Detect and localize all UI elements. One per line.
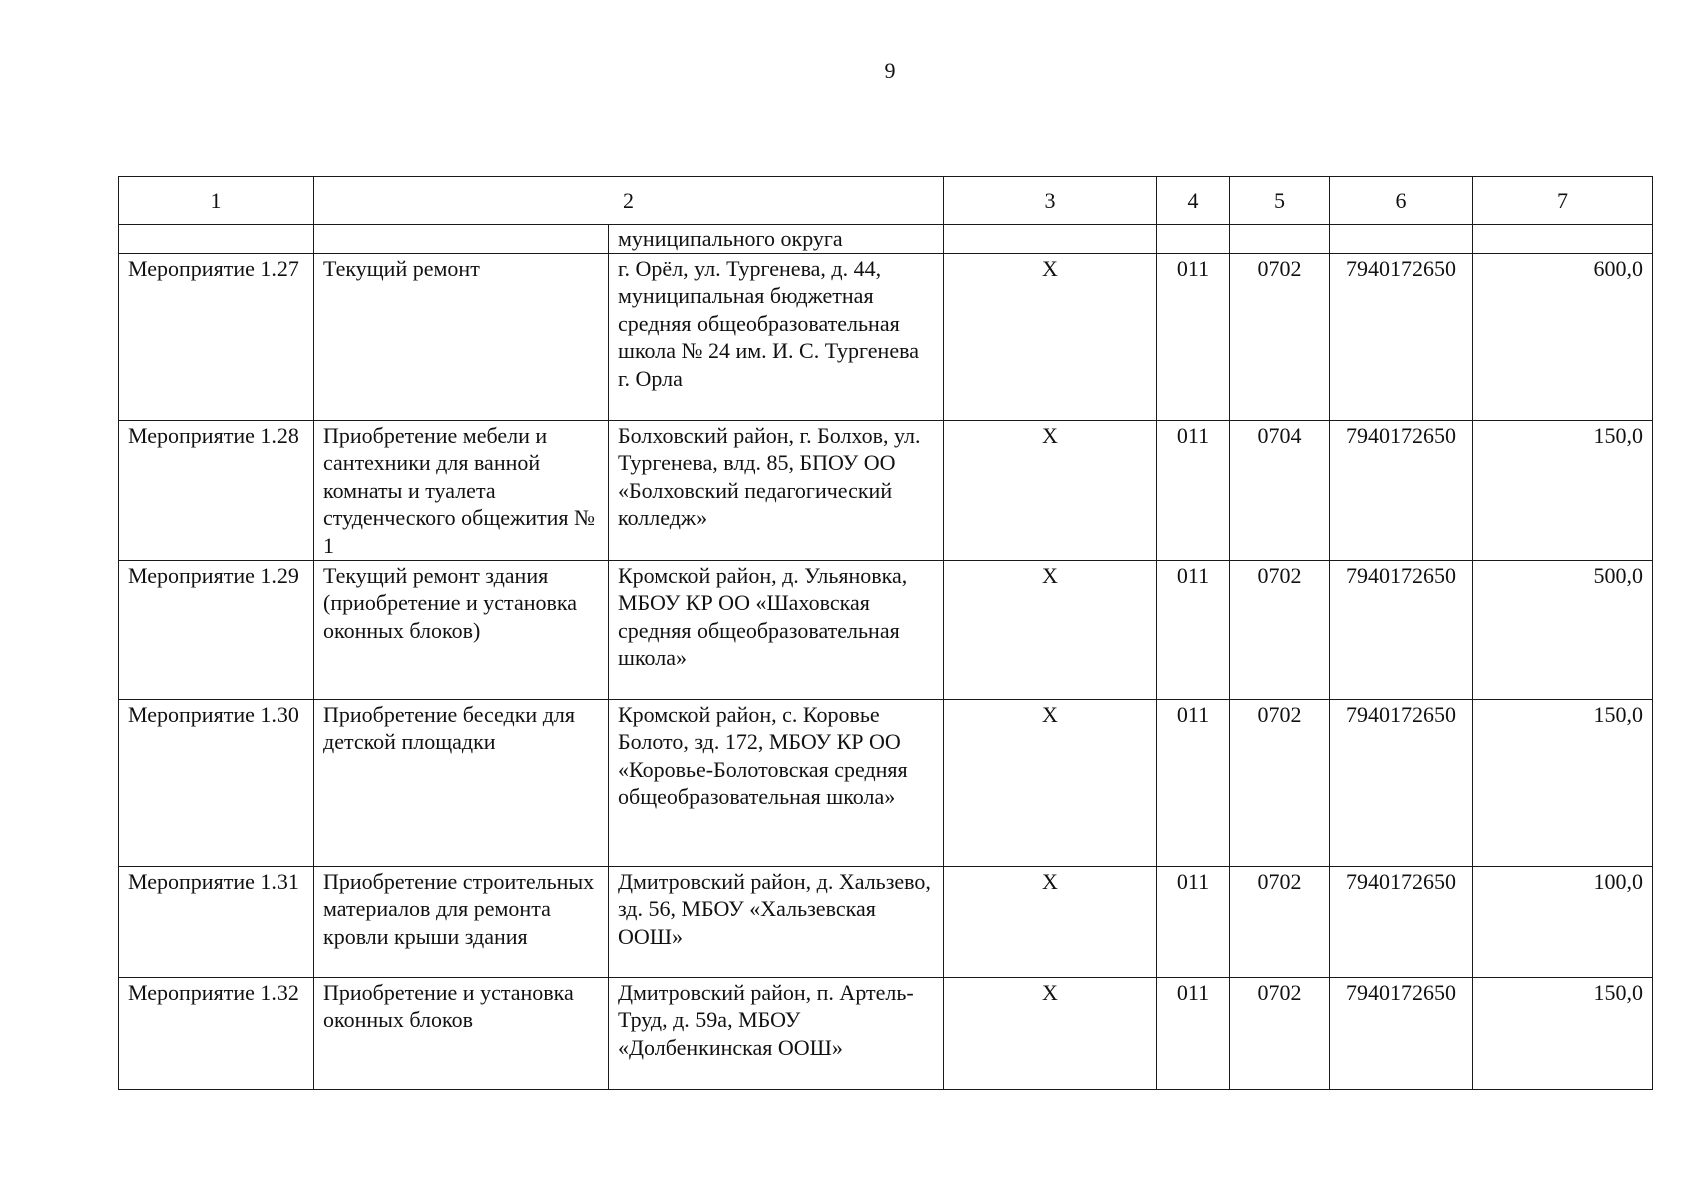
code4-cell: 011 <box>1157 253 1230 420</box>
code6-cell: 7940172650 <box>1330 420 1473 560</box>
table-row <box>119 253 1653 420</box>
continuation-amount-cell <box>1473 225 1653 254</box>
event-cell: Мероприятие 1.28 <box>119 420 314 560</box>
address-cell: Дмитровский район, д. Хальзево, зд. 56, МБОУ «Хальзевская ООШ» <box>609 866 944 977</box>
table-row <box>119 866 1653 977</box>
executor-cell: X <box>944 977 1157 1089</box>
code5-cell: 0702 <box>1230 560 1330 699</box>
header-col-6: 6 <box>1330 177 1473 225</box>
address-cell: г. Орёл, ул. Тургенева, д. 44, муниципальная бюджетная средняя общеобразовательная школа № 24 им. И. С. Тургенева г. Орла <box>609 253 944 420</box>
event-cell: Мероприятие 1.27 <box>119 253 314 420</box>
continuation-code5-cell <box>1230 225 1330 254</box>
continuation-code4-cell <box>1157 225 1230 254</box>
address-cell: Дмитровский район, п. Артель-Труд, д. 59а, МБОУ «Долбенкинская ООШ» <box>609 977 944 1089</box>
continuation-row <box>119 225 1653 254</box>
amount-cell: 600,0 <box>1473 253 1653 420</box>
code6-cell: 7940172650 <box>1330 977 1473 1089</box>
executor-cell: X <box>944 560 1157 699</box>
header-col-2: 2 <box>314 177 944 225</box>
code4-cell: 011 <box>1157 560 1230 699</box>
amount-cell: 500,0 <box>1473 560 1653 699</box>
code5-cell: 0704 <box>1230 420 1330 560</box>
code6-cell: 7940172650 <box>1330 866 1473 977</box>
code5-cell: 0702 <box>1230 699 1330 866</box>
amount-cell: 100,0 <box>1473 866 1653 977</box>
event-cell: Мероприятие 1.32 <box>119 977 314 1089</box>
description-cell: Текущий ремонт здания (приобретение и установка оконных блоков) <box>314 560 609 699</box>
code6-cell: 7940172650 <box>1330 253 1473 420</box>
description-cell: Приобретение беседки для детской площадки <box>314 699 609 866</box>
continuation-description-cell <box>314 225 609 254</box>
description-cell: Приобретение мебели и сантехники для ванной комнаты и туалета студенческого общежития № 1 <box>314 420 609 560</box>
page-number: 9 <box>884 58 896 83</box>
address-cell: Кромской район, д. Ульяновка, МБОУ КР ОО «Шаховская средняя общеобразовательная школа» <box>609 560 944 699</box>
code4-cell: 011 <box>1157 699 1230 866</box>
continuation-executor-cell <box>944 225 1157 254</box>
description-cell: Текущий ремонт <box>314 253 609 420</box>
header-col-4: 4 <box>1157 177 1230 225</box>
continuation-address-cell: муниципального округа <box>609 225 944 254</box>
code5-cell: 0702 <box>1230 253 1330 420</box>
description-cell: Приобретение и установка оконных блоков <box>314 977 609 1089</box>
continuation-code6-cell <box>1330 225 1473 254</box>
executor-cell: X <box>944 866 1157 977</box>
amount-cell: 150,0 <box>1473 420 1653 560</box>
code4-cell: 011 <box>1157 420 1230 560</box>
executor-cell: X <box>944 253 1157 420</box>
event-cell: Мероприятие 1.30 <box>119 699 314 866</box>
code5-cell: 0702 <box>1230 866 1330 977</box>
code6-cell: 7940172650 <box>1330 699 1473 866</box>
budget-measures-table <box>118 176 1653 1090</box>
header-col-1: 1 <box>119 177 314 225</box>
code6-cell: 7940172650 <box>1330 560 1473 699</box>
address-cell: Кромской район, с. Коровье Болото, зд. 172, МБОУ КР ОО «Коровье-Болотовская средняя общеобразовательная школа» <box>609 699 944 866</box>
executor-cell: X <box>944 420 1157 560</box>
address-cell: Болховский район, г. Болхов, ул. Тургенева, влд. 85, БПОУ ОО «Болховский педагогический колледж» <box>609 420 944 560</box>
code5-cell: 0702 <box>1230 977 1330 1089</box>
table-body <box>119 177 1653 1090</box>
table-row <box>119 977 1653 1089</box>
amount-cell: 150,0 <box>1473 699 1653 866</box>
executor-cell: X <box>944 699 1157 866</box>
continuation-event-cell <box>119 225 314 254</box>
code4-cell: 011 <box>1157 866 1230 977</box>
table-row <box>119 699 1653 866</box>
table-row <box>119 420 1653 560</box>
description-cell: Приобретение строительных материалов для ремонта кровли крыши здания <box>314 866 609 977</box>
header-col-7: 7 <box>1473 177 1653 225</box>
amount-cell: 150,0 <box>1473 977 1653 1089</box>
event-cell: Мероприятие 1.29 <box>119 560 314 699</box>
table-row <box>119 560 1653 699</box>
header-col-3: 3 <box>944 177 1157 225</box>
header-row <box>119 177 1653 225</box>
code4-cell: 011 <box>1157 977 1230 1089</box>
header-col-5: 5 <box>1230 177 1330 225</box>
event-cell: Мероприятие 1.31 <box>119 866 314 977</box>
